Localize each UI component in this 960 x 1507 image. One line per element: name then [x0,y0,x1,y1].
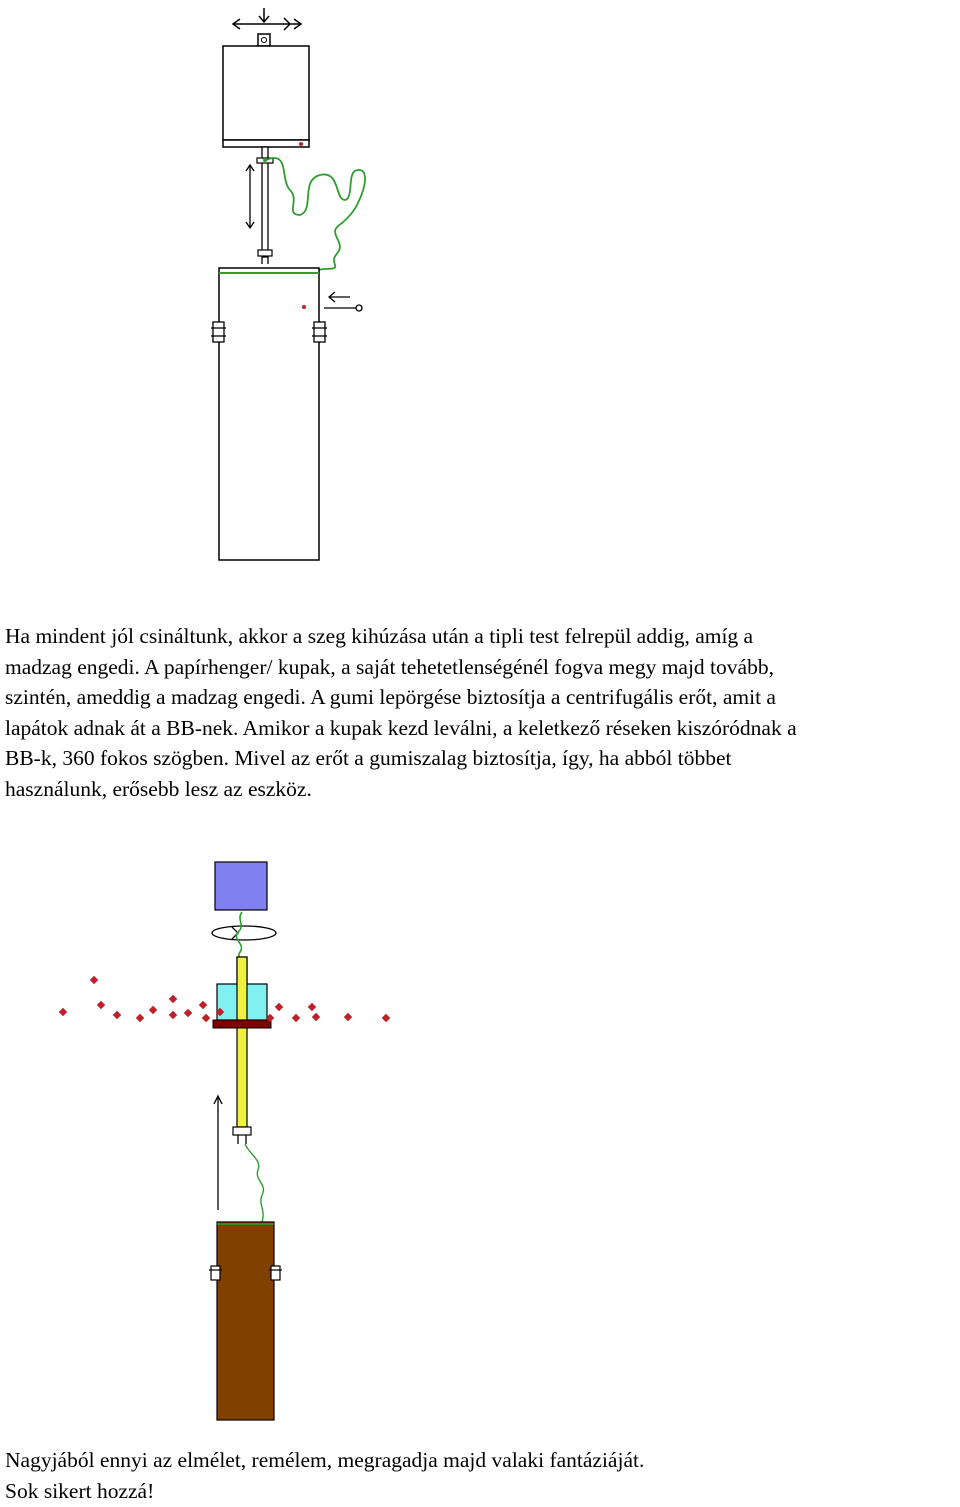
text-line: Ha mindent jól csináltunk, akkor a szeg kihúzása után a tipli test felrepül addig, amíg a [5,624,754,648]
string [245,1144,264,1222]
bb-pellet [302,305,306,309]
text-line: Nagyjából ennyi az elmélet, remélem, megragadja majd valaki fantáziáját. [5,1448,645,1472]
diagram-launcher-firing [0,850,960,1430]
tube [219,268,319,560]
cap-plate [223,140,309,147]
text-line: lapátok adnak át a BB-nek. Amikor a kupak kezd leválni, a keletkező réseken kiszóródnak a [5,715,797,740]
bb-pellet [299,142,303,146]
side-clip-right [269,1266,282,1280]
string [266,158,365,272]
text-line: használunk, erősebb lesz az eszköz. [5,776,312,801]
plate-dark-red [213,1020,271,1028]
movement-arrow-icon [246,165,254,228]
closing-paragraph [5,1445,960,1507]
side-clip-left [209,1266,222,1280]
rotation-arrow-icon [212,926,276,940]
upward-arrow-icon [214,1096,222,1210]
rotation-arrow-icon [233,8,301,30]
side-clip-left [211,322,226,342]
text-line: BB-k, 360 fokos szögben. Mivel az erőt a gumiszalag biztosítja, így, ha abból többet [5,746,732,770]
axle-head [258,34,270,46]
paper-cap [223,46,309,140]
explanation-paragraph [5,621,960,804]
text-line: madzag engedi. A papírhenger/ kupak, a saját tehetetlenségénél fogva megy majd tovább, [5,654,774,679]
nail-arrow-icon [324,292,362,311]
tube-brown [217,1222,274,1420]
side-clip-right [312,322,327,342]
diagram-launcher-before [0,0,960,570]
text-line: Sok sikert hozzá! [5,1479,155,1503]
text-line: szintén, ameddig a madzag engedi. A gumi lepörgése biztosítja a centrifugális erőt, amit a [5,685,776,709]
cap-blue [215,862,267,910]
